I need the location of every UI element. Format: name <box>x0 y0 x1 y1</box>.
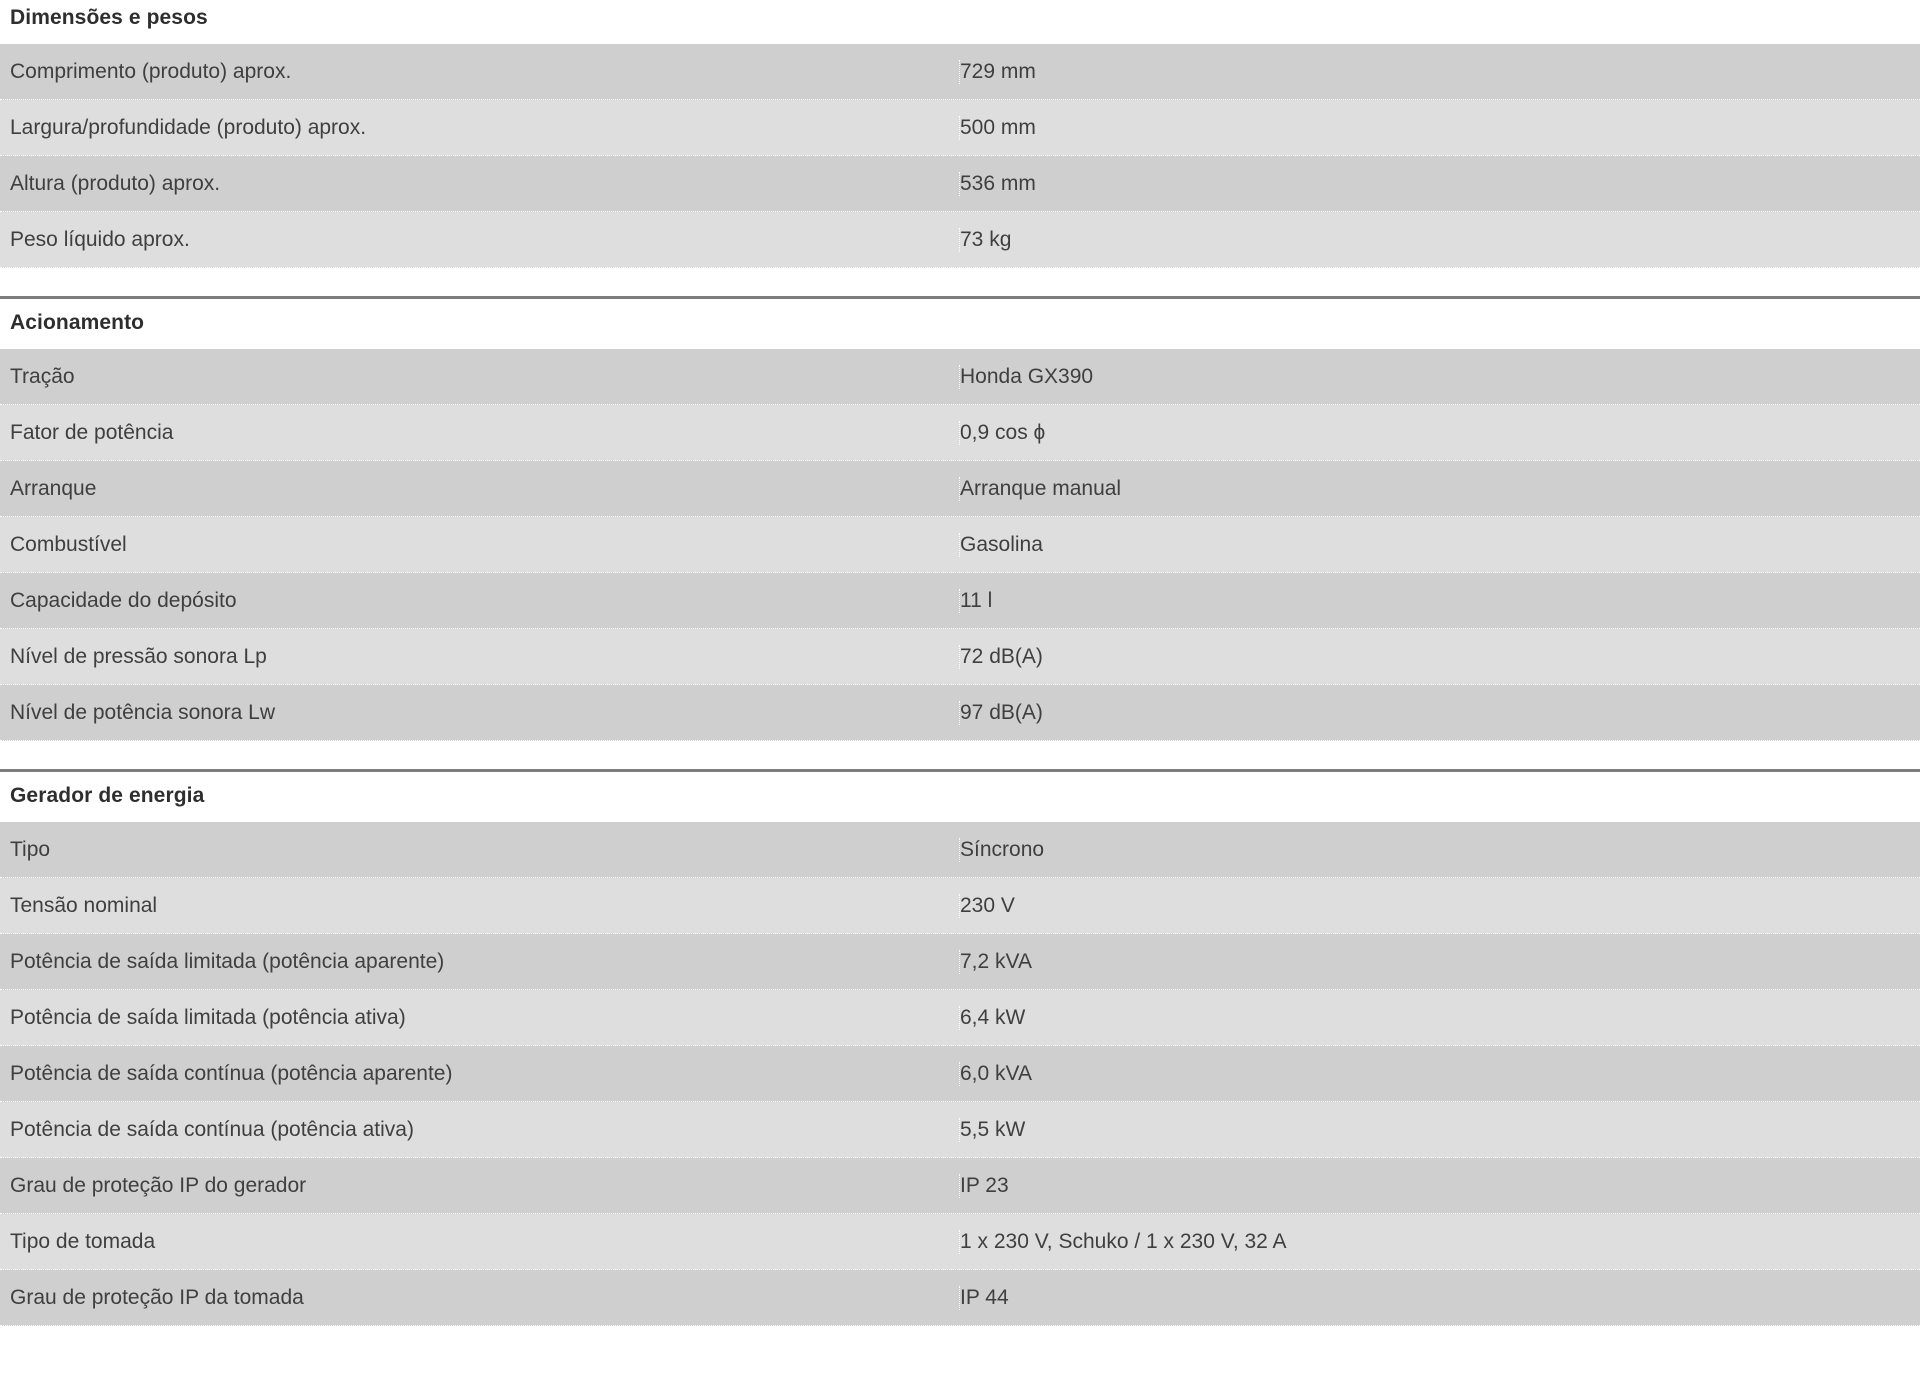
spec-label: Grau de proteção IP do gerador <box>0 1174 960 1198</box>
table-row <box>0 517 1920 573</box>
spec-label: Peso líquido aprox. <box>0 228 960 252</box>
spec-value: 6,0 kVA <box>960 1061 1032 1085</box>
spec-value: 536 mm <box>960 171 1036 195</box>
spec-value: 0,9 cos ϕ <box>960 420 1046 444</box>
table-row <box>0 44 1920 100</box>
table-row <box>0 1102 1920 1158</box>
spec-value: 7,2 kVA <box>960 949 1032 973</box>
spec-group <box>0 769 1920 1326</box>
table-row <box>0 1158 1920 1214</box>
table-row <box>0 156 1920 212</box>
spec-group <box>0 296 1920 741</box>
spec-label: Capacidade do depósito <box>0 589 960 613</box>
spec-label: Potência de saída contínua (potência ativa) <box>0 1118 960 1142</box>
spec-value: Síncrono <box>960 837 1045 861</box>
table-row <box>0 629 1920 685</box>
spec-label: Potência de saída limitada (potência ativa) <box>0 1006 960 1030</box>
spec-value: 6,4 kW <box>960 1005 1026 1029</box>
spec-value: IP 23 <box>960 1173 1009 1197</box>
spec-label: Tração <box>0 365 960 389</box>
table-row <box>0 934 1920 990</box>
spec-label: Tipo <box>0 838 960 862</box>
spec-value: 73 kg <box>960 227 1012 251</box>
table-row <box>0 1270 1920 1326</box>
table-row <box>0 405 1920 461</box>
table-row <box>0 461 1920 517</box>
spec-value: 72 dB(A) <box>960 644 1043 668</box>
table-row <box>0 685 1920 741</box>
table-row <box>0 573 1920 629</box>
spec-value: IP 44 <box>960 1285 1009 1309</box>
spec-group <box>0 0 1920 268</box>
table-row <box>0 100 1920 156</box>
table-row <box>0 1046 1920 1102</box>
spec-value: 97 dB(A) <box>960 700 1043 724</box>
table-row <box>0 1214 1920 1270</box>
spec-value: 230 V <box>960 893 1015 917</box>
spec-label: Nível de potência sonora Lw <box>0 701 960 725</box>
table-row <box>0 878 1920 934</box>
spec-label: Nível de pressão sonora Lp <box>0 645 960 669</box>
spec-value: 1 x 230 V, Schuko / 1 x 230 V, 32 A <box>960 1229 1287 1253</box>
group-title: Dimensões e pesos <box>10 6 208 29</box>
spec-label: Comprimento (produto) aprox. <box>0 60 960 84</box>
spec-value: Honda GX390 <box>960 364 1094 388</box>
spec-label: Fator de potência <box>0 421 960 445</box>
spec-value: Gasolina <box>960 532 1043 556</box>
spec-value: 5,5 kW <box>960 1117 1026 1141</box>
table-row <box>0 349 1920 405</box>
spec-label: Arranque <box>0 477 960 501</box>
spec-label: Potência de saída limitada (potência aparente) <box>0 950 960 974</box>
spec-label: Largura/profundidade (produto) aprox. <box>0 116 960 140</box>
spec-label: Tipo de tomada <box>0 1230 960 1254</box>
table-row <box>0 990 1920 1046</box>
spec-label: Grau de proteção IP da tomada <box>0 1286 960 1310</box>
group-title: Acionamento <box>10 311 145 334</box>
group-divider <box>0 296 1920 299</box>
spec-label: Altura (produto) aprox. <box>0 172 960 196</box>
spec-label: Tensão nominal <box>0 894 960 918</box>
spec-value: Arranque manual <box>960 476 1122 500</box>
table-row <box>0 212 1920 268</box>
spec-value: 11 l <box>960 588 993 612</box>
spec-value: 500 mm <box>960 115 1036 139</box>
group-title: Gerador de energia <box>10 784 205 807</box>
spec-label: Combustível <box>0 533 960 557</box>
group-divider <box>0 769 1920 772</box>
spec-label: Potência de saída contínua (potência aparente) <box>0 1062 960 1086</box>
table-row <box>0 822 1920 878</box>
spec-value: 729 mm <box>960 59 1036 83</box>
